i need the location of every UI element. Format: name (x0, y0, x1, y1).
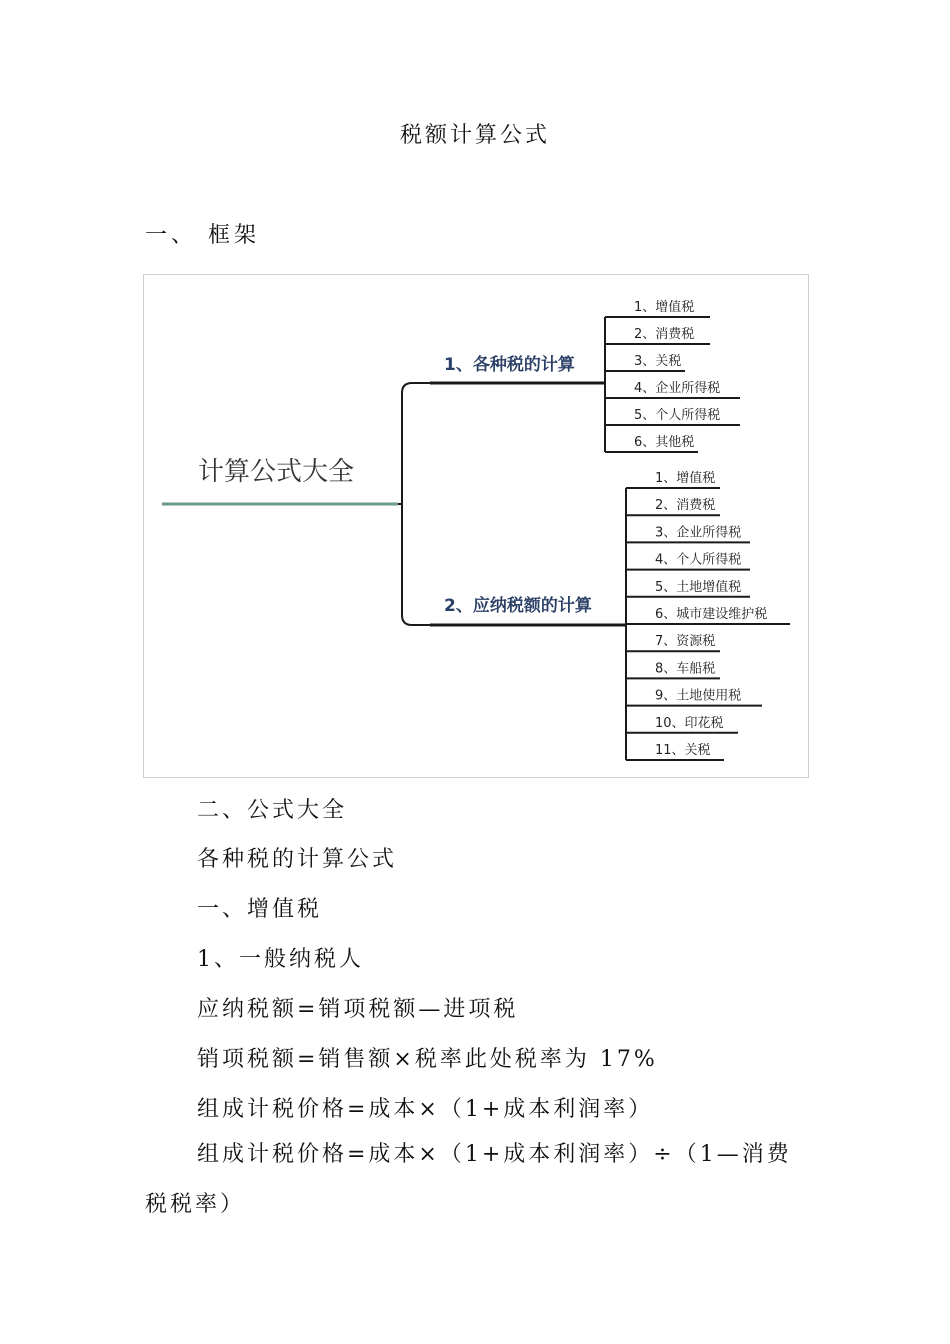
heading-formulas: 二、公式大全 (197, 798, 348, 823)
branch-1-item: 6、其他税 (634, 435, 695, 450)
branch-2-item: 4、个人所得税 (655, 552, 742, 568)
document-title: 税额计算公式 (399, 123, 550, 148)
connector-branch-2 (398, 504, 430, 625)
root-node-label: 计算公式大全 (198, 457, 355, 487)
branch-2-item: 10、印花税 (655, 715, 724, 731)
branch-1-item: 1、增值税 (634, 300, 695, 315)
branch-2-item: 7、资源税 (655, 634, 716, 650)
branch-2-item: 6、城市建设维护税 (655, 607, 768, 622)
formula-output-tax: 销项税额=销售额×税率此处税率为 17% (197, 1047, 658, 1072)
heading-tax-formulas: 各种税的计算公式 (197, 847, 398, 872)
branch-2-item: 5、土地增值税 (655, 579, 742, 595)
section-heading-framework: 一、 框架 (145, 223, 260, 248)
heading-vat: 一、增值税 (197, 897, 323, 922)
formula-tax-payable: 应纳税额=销项税额—进项税 (197, 997, 519, 1022)
branch-1-item: 4、企业所得税 (634, 381, 721, 396)
branch-2-item: 9、土地使用税 (655, 688, 742, 704)
branch-1-label: 1、各种税的计算 (444, 355, 575, 375)
branch-2-item: 3、企业所得税 (655, 525, 742, 541)
branch-2-item: 8、车船税 (655, 661, 716, 677)
formula-composite-price-consumption: 组成计税价格=成本×（1+成本利润率）÷（1—消费税税率） (145, 1142, 792, 1217)
mindmap-figure (143, 274, 809, 778)
subheading-general-taxpayer: 1、一般纳税人 (197, 947, 364, 972)
connector-branch-1 (398, 383, 430, 504)
branch-1-item: 5、个人所得税 (634, 408, 721, 423)
branch-1-item: 2、消费税 (634, 327, 695, 342)
branch-2-item: 2、消费税 (655, 498, 716, 514)
formula-composite-price: 组成计税价格=成本×（1+成本利润率） (197, 1097, 654, 1122)
mindmap-svg (144, 275, 808, 777)
branch-2-label: 2、应纳税额的计算 (444, 596, 592, 616)
branch-1-item: 3、关税 (634, 354, 682, 369)
branch-2-item: 11、关税 (655, 743, 711, 758)
branch-2-item: 1、增值税 (655, 471, 716, 486)
